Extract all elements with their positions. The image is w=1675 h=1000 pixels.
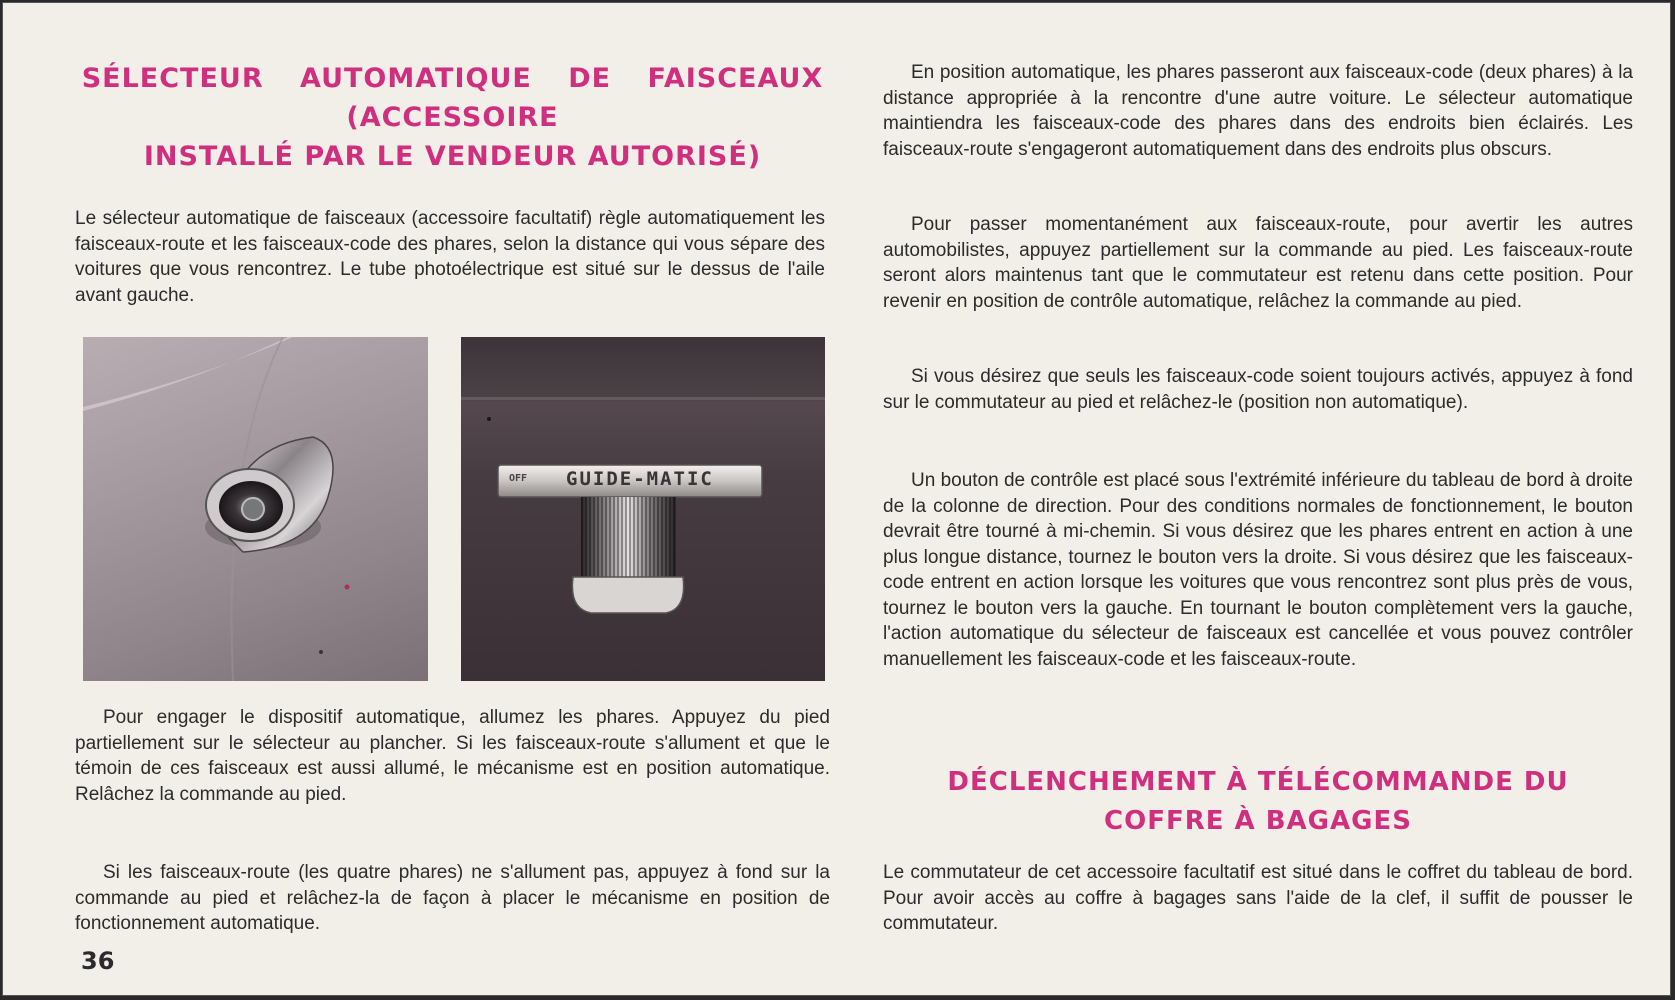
right-paragraph-lowbeam-only: Si vous désirez que seuls les faisceaux-code soient toujours activés, appuyez à fond sur le commutateur au pied et relâchez-le (position non automatique). — [883, 366, 1633, 413]
right-paragraph-momentary: Pour passer momentanément aux faisceaux-route, pour avertir les autres automobilistes, appuyez partiellement sur la commande au pied. Les faisceaux-route seront alors maintenus tant que le commutateur est retenu dans cette position. Pour revenir en position de contrôle automatique, relâchez la commande au pied. — [883, 214, 1633, 312]
section-heading-beam-selector — [75, 59, 830, 176]
sensor-illustration — [83, 337, 428, 681]
heading-line: INSTALLÉ PAR LE VENDEUR AUTORISÉ) — [143, 141, 762, 172]
knob-illustration — [461, 337, 825, 681]
intro-paragraph: Le sélecteur automatique de faisceaux (accessoire facultatif) règle automatiquement les faisceaux-route et les faisceaux-code des phares, selon la distance qui vous sépare des voitures que vous rencontrez. Le tube photoélectrique est situé sur le dessus de l'aile avant gauche. — [75, 208, 825, 306]
sensor-photo — [83, 337, 428, 681]
heading-line: SÉLECTEUR AUTOMATIQUE DE FAISCEAUX — [81, 63, 824, 94]
heading-line: (ACCESSOIRE — [346, 102, 559, 133]
page-number: 36 — [81, 947, 115, 975]
right-paragraph-auto-position: En position automatique, les phares passeront aux faisceaux-code (deux phares) à la distance appropriée à la rencontre d'une autre voiture. Le sélecteur automatique maintiendra les faisceaux-code des phares dans des endroits bien éclairés. Les faisceaux-route s'engageront automatiquement dans des endroits plus obscurs. — [883, 62, 1633, 160]
right-paragraph-trunk: Le commutateur de cet accessoire facultatif est situé dans le coffret du tableau de bord. Pour avoir accès au coffre à bagages sans l'aide de la clef, il suffit de pousser le commutateur. — [883, 862, 1633, 934]
heading-line: COFFRE À BAGAGES — [1104, 806, 1412, 836]
heading-line: DÉCLENCHEMENT À TÉLÉCOMMANDE DU — [947, 767, 1569, 797]
right-paragraph-control-knob: Un bouton de contrôle est placé sous l'extrémité inférieure du tableau de bord à droite de la colonne de direction. Pour des conditions normales de fonctionnement, le bouton devrait être tourné à mi-chemin. Si vous désirez que les phares entrent en action à une plus longue distance, tournez le bouton vers la droite. Si vous désirez que les faisceaux-code entrent en action lorsque les voitures que vous rencontrez sont plus près de vous, tournez le bouton vers la gauche. En tournant le bouton complètement vers la gauche, l'action automatique du sélecteur de faisceaux est cancellée et vous pouvez contrôler manuellement les faisceaux-code et les faisceaux-route. — [883, 470, 1633, 670]
left-paragraph-highbeam: Si les faisceaux-route (les quatre phares) ne s'allument pas, appuyez à fond sur la commande au pied et relâchez-la de façon à placer le mécanisme en position de fonctionnement automatique. — [75, 862, 830, 934]
section-heading-trunk-release — [883, 763, 1633, 841]
manual-page — [2, 2, 1671, 996]
left-paragraph-engage: Pour engager le dispositif automatique, allumez les phares. Appuyez du pied partiellement sur le sélecteur au plancher. Si les faisceaux-route s'allument et que le témoin de ces faisceaux est aussi allumé, le mécanisme est en position automatique. Relâchez la commande au pied. — [75, 707, 830, 805]
control-knob-photo — [461, 337, 825, 681]
knob-off-label: OFF — [509, 473, 528, 484]
knob-brand-label: GUIDE-MATIC — [566, 468, 714, 490]
